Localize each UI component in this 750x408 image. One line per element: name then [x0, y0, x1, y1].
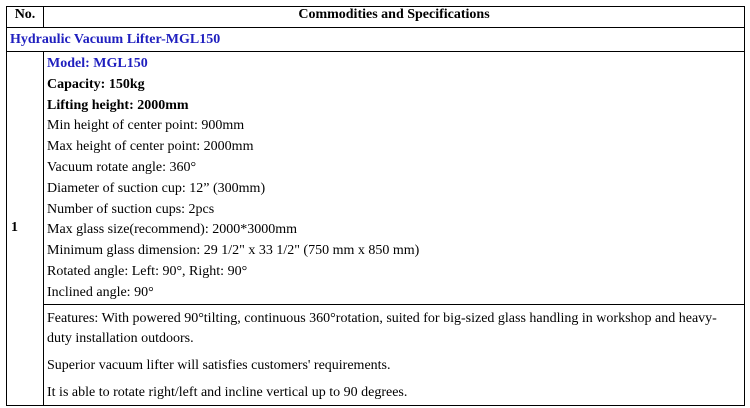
- spec-max-glass-size: Max glass size(recommend): 2000*3000mm: [47, 222, 298, 238]
- spec-suction-cup-count: Number of suction cups: 2pcs: [47, 201, 215, 217]
- rotation-paragraph: It is able to rotate right/left and incline vertical up to 90 degrees.: [47, 384, 408, 400]
- spec-inclined-angle: Inclined angle: 90°: [47, 284, 154, 300]
- spec-model: Model: MGL150: [47, 56, 148, 71]
- spec-rotated-angle: Rotated angle: Left: 90°, Right: 90°: [47, 263, 248, 279]
- features-cell: [44, 304, 745, 405]
- spec-vacuum-rotate-angle: Vacuum rotate angle: 360°: [47, 159, 197, 175]
- spec-max-center-height: Max height of center point: 2000mm: [47, 139, 254, 155]
- item-number: 1: [7, 52, 44, 406]
- spec-list: [44, 52, 745, 305]
- features-paragraph: Features: With powered 90°tilting, continuous 360°rotation, suited for big-sized glass handling in workshop and heavy-duty installation outdoors.: [47, 310, 717, 346]
- spec-row: [7, 52, 745, 305]
- features-row: [7, 304, 745, 405]
- header-row: [7, 7, 745, 28]
- spec-min-center-height: Min height of center point: 900mm: [47, 118, 245, 134]
- specifications-table: [6, 6, 745, 406]
- header-specifications: Commodities and Specifications: [44, 7, 745, 28]
- spec-suction-cup-diameter: Diameter of suction cup: 12” (300mm): [47, 180, 266, 196]
- spec-capacity: Capacity: 150kg: [47, 76, 145, 92]
- spec-lifting-height: Lifting height: 2000mm: [47, 97, 189, 113]
- requirements-paragraph: Superior vacuum lifter will satisfies customers' requirements.: [47, 357, 391, 373]
- product-title: Hydraulic Vacuum Lifter-MGL150: [7, 28, 745, 52]
- header-no: No.: [7, 7, 44, 28]
- spec-min-glass-dimension: Minimum glass dimension: 29 1/2" x 33 1/2" (750 mm x 850 mm): [47, 243, 420, 259]
- product-title-row: [7, 28, 745, 52]
